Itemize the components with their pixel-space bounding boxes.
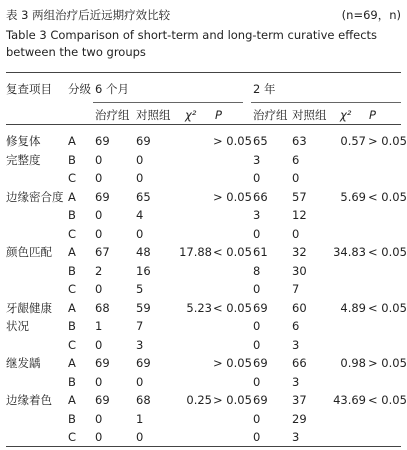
- top-rule: [6, 72, 401, 73]
- header-period-6m: 6 个月: [95, 82, 129, 96]
- treat-6m-cell: 67: [95, 245, 110, 259]
- treat-6m-cell: 0: [95, 282, 103, 296]
- treat-6m-cell: 2: [95, 263, 103, 278]
- control-2y-cell: 30: [292, 263, 307, 278]
- header-control-2y: 对照组: [292, 108, 327, 122]
- grade-cell: A: [68, 245, 76, 259]
- chi-6m-cell: 5.23: [186, 300, 212, 315]
- control-6m-cell: 7: [136, 319, 144, 333]
- control-2y-cell: 3: [292, 374, 300, 389]
- treat-2y-cell: 69: [253, 393, 268, 407]
- control-2y-cell: 0: [292, 171, 300, 185]
- treat-2y-cell: 3: [253, 208, 261, 222]
- control-2y-cell: 3: [292, 430, 300, 444]
- header-chi-2y: χ²: [340, 108, 352, 122]
- control-2y-cell: 32: [292, 245, 307, 259]
- header-period-2y: 2 年: [253, 82, 276, 96]
- treat-2y-cell: 69: [253, 356, 268, 370]
- control-2y-cell: 66: [292, 356, 307, 370]
- treat-2y-cell: 8: [253, 263, 261, 278]
- p-6m-cell: > 0.05: [213, 356, 252, 370]
- control-6m-cell: 69: [136, 356, 151, 370]
- chi-6m-cell: 0.25: [186, 393, 212, 407]
- p-6m-cell: < 0.05: [213, 300, 252, 315]
- grade-cell: C: [68, 171, 77, 185]
- control-6m-cell: 3: [136, 337, 144, 352]
- treat-6m-cell: 69: [95, 189, 110, 204]
- item-cell: 颜色匹配: [6, 245, 52, 259]
- grade-cell: C: [68, 282, 77, 296]
- control-2y-cell: 29: [292, 411, 307, 426]
- treat-6m-cell: 0: [95, 152, 103, 167]
- treat-2y-cell: 69: [253, 300, 268, 315]
- grade-cell: A: [68, 300, 76, 315]
- grade-cell: A: [68, 189, 76, 204]
- control-6m-cell: 69: [136, 134, 151, 148]
- header-rule: [6, 124, 401, 125]
- p-2y-cell: < 0.05: [368, 189, 407, 204]
- treat-6m-cell: 0: [95, 430, 103, 444]
- grade-cell: C: [68, 337, 77, 352]
- item-cell: 边缘密合度: [6, 189, 64, 204]
- control-6m-cell: 68: [136, 393, 151, 407]
- p-6m-cell: > 0.05: [213, 189, 252, 204]
- header-grade: 分级: [68, 82, 91, 96]
- treat-6m-cell: 69: [95, 356, 110, 370]
- control-2y-cell: 60: [292, 300, 307, 315]
- header-treat-6m: 治疗组: [95, 108, 130, 122]
- period1-rule: [93, 102, 243, 103]
- control-2y-cell: 57: [292, 189, 307, 204]
- control-6m-cell: 16: [136, 263, 151, 278]
- chi-2y-cell: 4.89: [340, 300, 366, 315]
- treat-6m-cell: 0: [95, 411, 103, 426]
- chi-2y-cell: 34.83: [333, 245, 366, 259]
- bottom-rule: [6, 446, 401, 447]
- control-2y-cell: 12: [292, 208, 307, 222]
- chi-2y-cell: 5.69: [340, 189, 366, 204]
- control-6m-cell: 59: [136, 300, 151, 315]
- grade-cell: C: [68, 430, 77, 444]
- treat-2y-cell: 0: [253, 226, 261, 241]
- header-p-6m: P: [215, 108, 222, 122]
- treat-2y-cell: 66: [253, 189, 268, 204]
- treat-6m-cell: 68: [95, 300, 110, 315]
- grade-cell: B: [68, 263, 76, 278]
- control-6m-cell: 48: [136, 245, 151, 259]
- item-cell: 牙龈健康: [6, 300, 52, 315]
- control-6m-cell: 5: [136, 282, 144, 296]
- control-6m-cell: 4: [136, 208, 144, 222]
- grade-cell: A: [68, 393, 76, 407]
- header-chi-6m: χ²: [185, 108, 197, 122]
- control-6m-cell: 0: [136, 430, 144, 444]
- treat-6m-cell: 1: [95, 319, 103, 333]
- p-2y-cell: > 0.05: [368, 134, 407, 148]
- item-cell: 状况: [6, 319, 29, 333]
- treat-2y-cell: 0: [253, 430, 261, 444]
- treat-2y-cell: 3: [253, 152, 261, 167]
- chi-2y-cell: 43.69: [333, 393, 366, 407]
- control-6m-cell: 0: [136, 152, 144, 167]
- treat-6m-cell: 0: [95, 374, 103, 389]
- control-2y-cell: 6: [292, 319, 300, 333]
- treat-6m-cell: 0: [95, 226, 103, 241]
- grade-cell: B: [68, 152, 76, 167]
- grade-cell: C: [68, 226, 77, 241]
- table-title-en: Table 3 Comparison of short-term and long-term curative effects between the two groups: [6, 28, 378, 59]
- treat-6m-cell: 69: [95, 134, 110, 148]
- control-2y-cell: 0: [292, 226, 300, 241]
- control-6m-cell: 0: [136, 226, 144, 241]
- control-2y-cell: 7: [292, 282, 300, 296]
- treat-2y-cell: 0: [253, 374, 261, 389]
- p-2y-cell: > 0.05: [368, 356, 407, 370]
- chi-2y-cell: 0.98: [340, 356, 366, 370]
- item-cell: 修复体: [6, 134, 41, 148]
- table-n-note: (n=69，n): [341, 8, 401, 22]
- grade-cell: A: [68, 356, 76, 370]
- control-2y-cell: 3: [292, 337, 300, 352]
- control-6m-cell: 65: [136, 189, 151, 204]
- chi-2y-cell: 0.57: [340, 134, 366, 148]
- p-6m-cell: < 0.05: [213, 245, 252, 259]
- treat-2y-cell: 0: [253, 319, 261, 333]
- item-cell: 继发龋: [6, 356, 41, 370]
- grade-cell: B: [68, 319, 76, 333]
- treat-2y-cell: 65: [253, 134, 268, 148]
- treat-2y-cell: 0: [253, 171, 261, 185]
- control-2y-cell: 6: [292, 152, 300, 167]
- item-cell: 完整度: [6, 152, 41, 167]
- treat-2y-cell: 0: [253, 337, 261, 352]
- control-6m-cell: 1: [136, 411, 144, 426]
- p-2y-cell: < 0.05: [368, 245, 407, 259]
- p-2y-cell: < 0.05: [368, 393, 407, 407]
- grade-cell: A: [68, 134, 76, 148]
- header-item: 复查项目: [6, 82, 52, 96]
- header-treat-2y: 治疗组: [253, 108, 288, 122]
- p-6m-cell: > 0.05: [213, 134, 252, 148]
- treat-6m-cell: 69: [95, 393, 110, 407]
- treat-2y-cell: 0: [253, 411, 261, 426]
- p-2y-cell: < 0.05: [368, 300, 407, 315]
- control-2y-cell: 37: [292, 393, 307, 407]
- p-6m-cell: > 0.05: [213, 393, 252, 407]
- treat-6m-cell: 0: [95, 337, 103, 352]
- grade-cell: B: [68, 411, 76, 426]
- grade-cell: B: [68, 374, 76, 389]
- header-p-2y: P: [369, 108, 376, 122]
- chi-6m-cell: 17.88: [179, 245, 212, 259]
- treat-6m-cell: 0: [95, 171, 103, 185]
- table-title-zh: 表 3 两组治疗后近远期疗效比较: [6, 8, 171, 22]
- treat-2y-cell: 61: [253, 245, 268, 259]
- period2-rule: [251, 102, 401, 103]
- control-6m-cell: 0: [136, 374, 144, 389]
- treat-2y-cell: 0: [253, 282, 261, 296]
- item-cell: 边缘着色: [6, 393, 52, 407]
- grade-cell: B: [68, 208, 76, 222]
- control-2y-cell: 63: [292, 134, 307, 148]
- control-6m-cell: 0: [136, 171, 144, 185]
- treat-6m-cell: 0: [95, 208, 103, 222]
- header-control-6m: 对照组: [136, 108, 171, 122]
